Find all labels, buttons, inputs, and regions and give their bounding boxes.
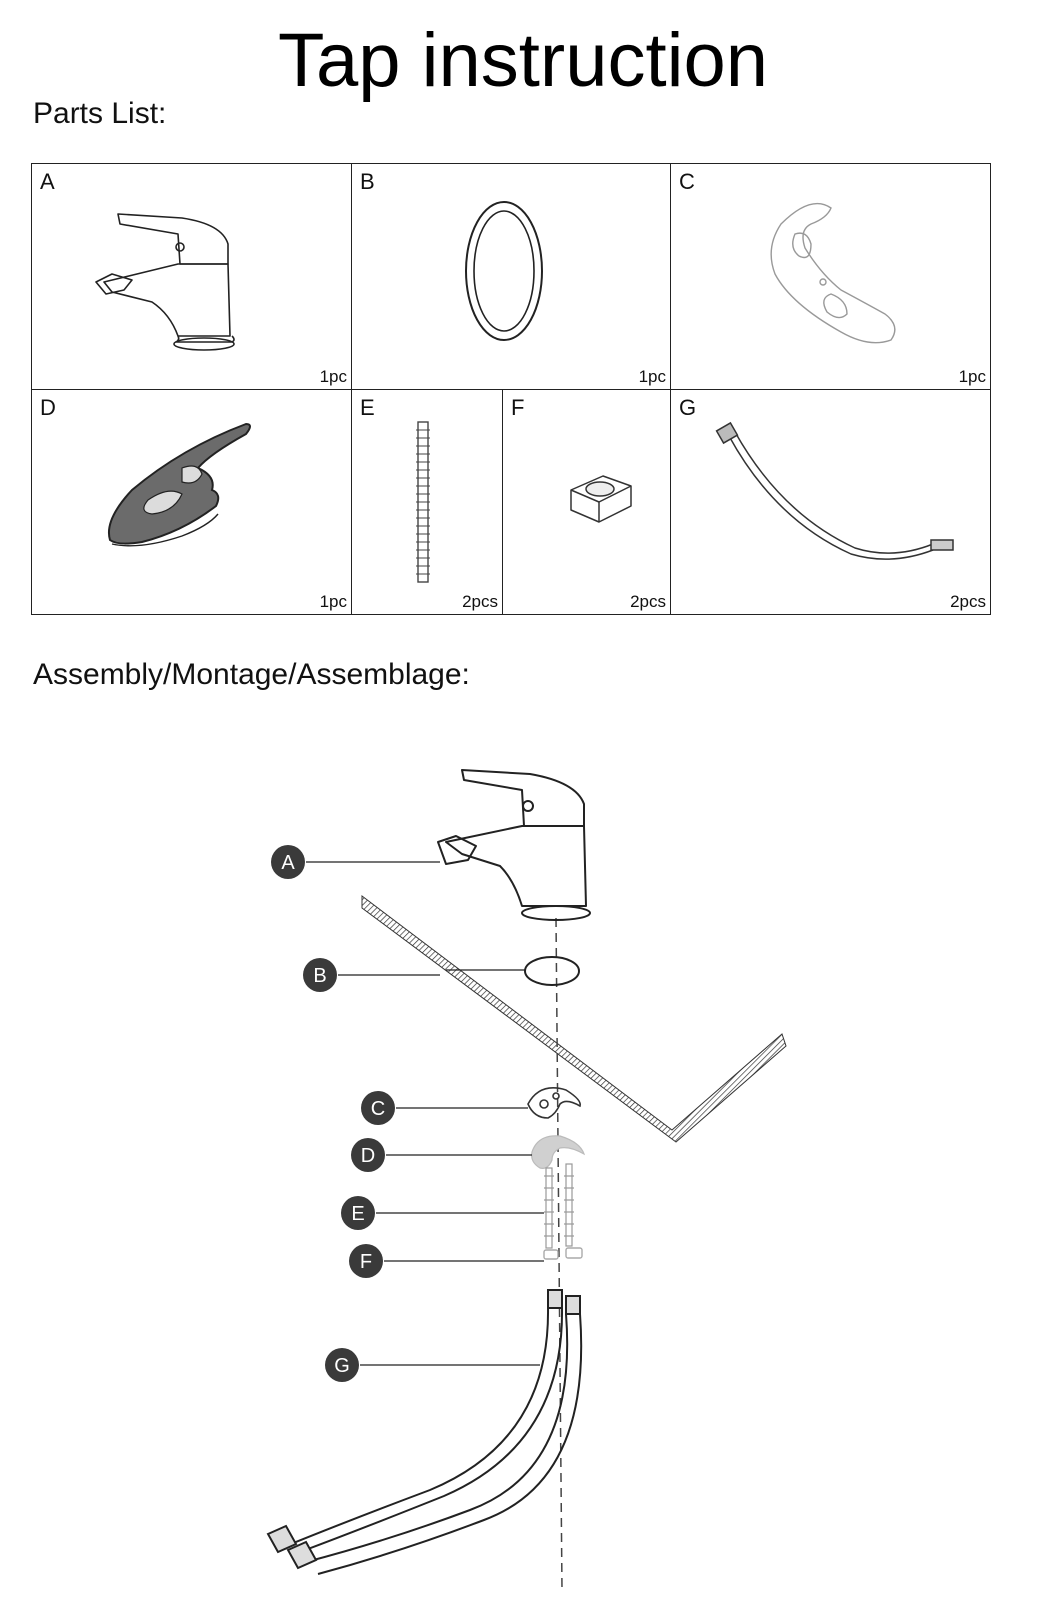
part-qty: 1pc — [319, 592, 347, 611]
hose-icon — [671, 390, 990, 614]
part-cell-g — [671, 390, 990, 614]
axis-line — [556, 918, 562, 1590]
tap-icon — [438, 770, 590, 920]
hose-icon — [268, 1290, 581, 1574]
metal-plate-icon — [671, 164, 990, 390]
assembly-heading: Assembly/Montage/Assemblage: — [33, 658, 470, 691]
part-cell-c — [671, 164, 990, 390]
callout-d — [351, 1138, 385, 1172]
page-title: Tap instruction — [277, 18, 769, 103]
part-cell-e — [352, 390, 503, 614]
part-letter: C — [679, 169, 695, 194]
part-qty: 2pcs — [630, 592, 666, 611]
o-ring-icon — [525, 957, 579, 985]
callout-letter: B — [313, 965, 327, 987]
part-letter: A — [40, 169, 55, 194]
rubber-gasket-icon — [32, 390, 352, 614]
leader-lines — [306, 862, 544, 1365]
callout-letter: E — [351, 1203, 365, 1225]
part-cell-f — [503, 390, 671, 614]
nut-icon — [503, 390, 671, 614]
part-letter: F — [511, 395, 525, 420]
parts-list-heading: Parts List: — [33, 97, 167, 130]
callout-g — [325, 1348, 359, 1382]
callout-e — [341, 1196, 375, 1230]
callout-letter: F — [359, 1251, 373, 1273]
metal-plate-icon — [528, 1088, 580, 1118]
part-letter: B — [360, 169, 375, 194]
callout-f — [349, 1244, 383, 1278]
parts-grid — [31, 163, 991, 615]
o-ring-icon — [352, 164, 671, 390]
callout-letter: C — [370, 1098, 386, 1120]
callout-letter: G — [334, 1355, 350, 1377]
part-letter: D — [40, 395, 56, 420]
part-letter: E — [360, 395, 375, 420]
part-qty: 1pc — [319, 367, 347, 386]
part-cell-d — [32, 390, 352, 614]
tap-icon — [32, 164, 352, 390]
callout-b — [303, 958, 337, 992]
part-cell-b — [352, 164, 671, 390]
part-qty: 2pcs — [950, 592, 986, 611]
callout-letter: D — [360, 1145, 376, 1167]
part-qty: 2pcs — [462, 592, 498, 611]
part-letter: G — [679, 395, 697, 420]
assembly-diagram — [0, 700, 1046, 1600]
callout-c — [361, 1091, 395, 1125]
threaded-rod-icon — [352, 390, 503, 614]
part-qty: 1pc — [958, 367, 986, 386]
nut-icon — [544, 1248, 582, 1259]
part-cell-a — [32, 164, 352, 390]
countertop-icon — [362, 896, 786, 1142]
callout-letter: A — [281, 852, 295, 874]
part-qty: 1pc — [638, 367, 666, 386]
callout-a — [271, 845, 305, 879]
